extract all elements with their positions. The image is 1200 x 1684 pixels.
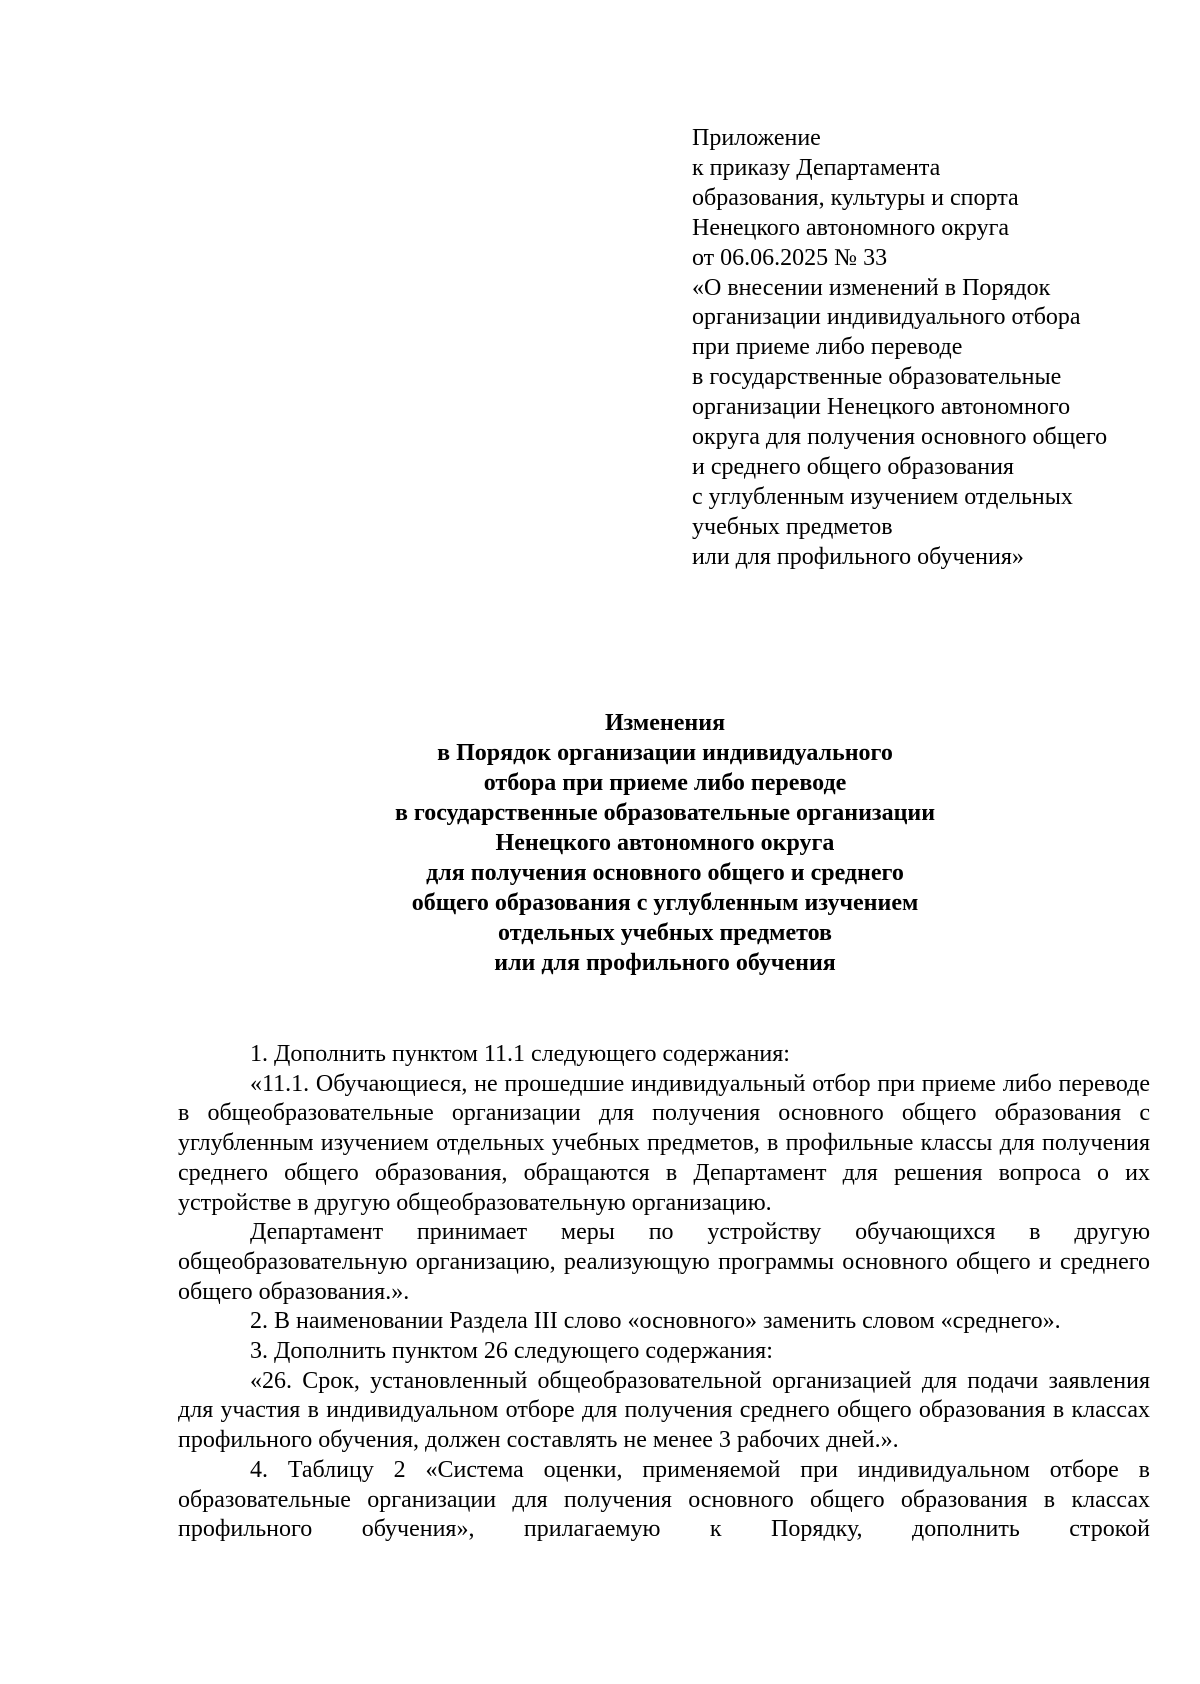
appendix-line: образования, культуры и спорта (692, 184, 1019, 211)
appendix-line: к приказу Департамента (692, 154, 941, 181)
body-paragraph-7: 4. Таблицу 2 «Система оценки, применяемой при индивидуальном отборе в образовательные организации для получения основного общего образования в классах профильного обучения», прилагаемую к Порядку, дополнить строкой (178, 1456, 1150, 1543)
appendix-line: с углубленным изучением отдельных (692, 483, 1073, 510)
body-paragraph-6: «26. Срок, установленный общеобразовательной организацией для подачи заявления для участия в индивидуальном отборе для получения среднего общего образования в классах профильного обучения, должен составлять не менее 3 рабочих дней.». (178, 1367, 1150, 1454)
appendix-line: «О внесении изменений в Порядок (692, 274, 1051, 301)
appendix-line: от 06.06.2025 № 33 (692, 244, 888, 271)
title-line: для получения основного общего и среднего (426, 860, 904, 886)
title-line: Изменения (604, 710, 726, 736)
body-paragraph-1: 1. Дополнить пунктом 11.1 следующего содержания: (250, 1041, 790, 1067)
appendix-line: округа для получения основного общего (692, 424, 1108, 451)
appendix-line: Ненецкого автономного округа (692, 214, 1010, 241)
title-line: общего образования с углубленным изучением (411, 890, 919, 916)
appendix-line: Приложение (692, 125, 821, 151)
title-line: или для профильного обучения (494, 950, 836, 976)
body-paragraph-5: 3. Дополнить пунктом 26 следующего содержания: (250, 1338, 773, 1365)
body-paragraph-4: 2. В наименовании Раздела III слово «основного» заменить словом «среднего». (250, 1308, 1061, 1335)
document-body (178, 1040, 1150, 1545)
title-line: в государственные образовательные организации (394, 800, 936, 826)
appendix-header (692, 124, 1172, 573)
title-line: Ненецкого автономного округа (495, 830, 835, 856)
appendix-line: при приеме либо переводе (692, 334, 963, 361)
body-paragraph-2: «11.1. Обучающиеся, не прошедшие индивидуальный отбор при приеме либо переводе в общеобразовательные организации для получения основного общего образования с углубленным изучением отдельных учебных предметов, в профильные классы для получения среднего общего образования, обращаются в Департамент для решения вопроса о их устройстве в другую общеобразовательную организацию. (178, 1070, 1150, 1216)
title-line: в Порядок организации индивидуального (437, 740, 893, 766)
title-line: отбора при приеме либо переводе (483, 770, 847, 796)
title-line: отдельных учебных предметов (498, 920, 832, 946)
appendix-line: или для профильного обучения» (692, 543, 1024, 570)
appendix-line: и среднего общего образования (692, 453, 1014, 480)
appendix-line: организации индивидуального отбора (692, 304, 1081, 331)
document-title (180, 708, 1150, 978)
appendix-line: учебных предметов (692, 513, 893, 540)
appendix-line: в государственные образовательные (692, 364, 1062, 391)
appendix-line: организации Ненецкого автономного (692, 394, 1071, 421)
body-paragraph-3: Департамент принимает меры по устройству обучающихся в другую общеобразовательную организацию, реализующую программы основного общего и среднего общего образования.». (178, 1219, 1150, 1305)
